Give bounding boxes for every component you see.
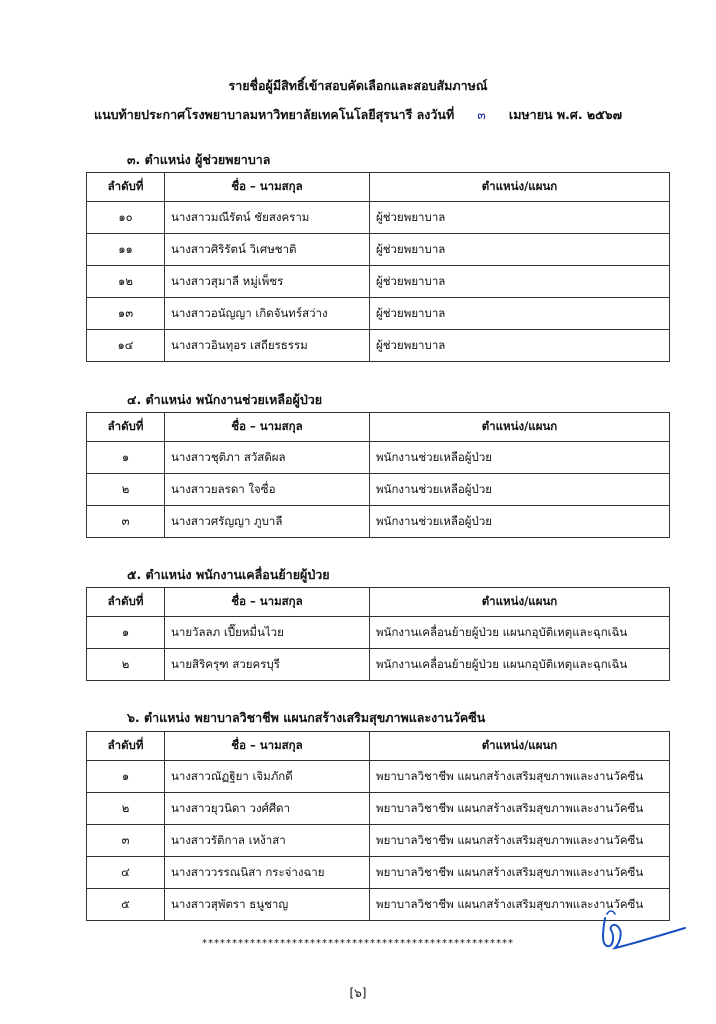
footer-divider: ****************************************************: [202, 938, 514, 949]
row-position: พนักงานช่วยเหลือผู้ป่วย: [370, 442, 670, 474]
section-table-3: [86, 172, 670, 362]
column-header-position: ตำแหน่ง/แผนก: [370, 413, 670, 442]
column-header-order: ลำดับที่: [87, 173, 165, 202]
row-name: นางสาวยลรดา ใจซื่อ: [165, 474, 370, 506]
table-row: [87, 442, 670, 474]
table-header-row: [87, 413, 670, 442]
row-number: ๑๔: [87, 330, 165, 362]
column-header-order: ลำดับที่: [87, 588, 165, 617]
table-row: [87, 617, 670, 649]
row-name: นางสาวรัติกาล เหง้าสา: [165, 825, 370, 857]
table-row: [87, 202, 670, 234]
table-row: [87, 234, 670, 266]
row-name: นายวัลลภ เปี๊ยหมื่นไวย: [165, 617, 370, 649]
row-position: พยาบาลวิชาชีพ แผนกสร้างเสริมสุขภาพและงานวัคซีน: [370, 889, 670, 921]
table-row: [87, 761, 670, 793]
row-name: นายสิริครุฑ สวยครบุรี: [165, 649, 370, 681]
row-position: พนักงานเคลื่อนย้ายผู้ป่วย แผนกอุบัติเหตุและฉุกเฉิน: [370, 649, 670, 681]
column-header-position: ตำแหน่ง/แผนก: [370, 588, 670, 617]
table-row: [87, 825, 670, 857]
document-title: รายชื่อผู้มีสิทธิ์เข้าสอบคัดเลือกและสอบสัมภาษณ์: [228, 78, 488, 93]
subtitle-suffix: เมษายน พ.ศ. ๒๕๖๗: [508, 107, 622, 122]
row-name: นางสาวศิริรัตน์ วิเศษชาติ: [165, 234, 370, 266]
document-subtitle: [0, 105, 716, 125]
row-number: ๑: [87, 761, 165, 793]
table-row: [87, 889, 670, 921]
table-row: [87, 330, 670, 362]
row-position: พนักงานเคลื่อนย้ายผู้ป่วย แผนกอุบัติเหตุและฉุกเฉิน: [370, 617, 670, 649]
table-header-row: [87, 732, 670, 761]
row-position: พนักงานช่วยเหลือผู้ป่วย: [370, 506, 670, 538]
row-number: ๓: [87, 506, 165, 538]
table-row: [87, 474, 670, 506]
row-name: นางสาวยุวนิดา วงศ์ศีดา: [165, 793, 370, 825]
column-header-name: ชื่อ – นามสกุล: [165, 173, 370, 202]
row-number: ๕: [87, 889, 165, 921]
row-name: นางสาวสุมาลี หมู่เพ็ชร: [165, 266, 370, 298]
row-number: ๒: [87, 649, 165, 681]
signature-mark: [585, 900, 695, 960]
row-position: พนักงานช่วยเหลือผู้ป่วย: [370, 474, 670, 506]
row-position: พยาบาลวิชาชีพ แผนกสร้างเสริมสุขภาพและงานวัคซีน: [370, 793, 670, 825]
row-position: พยาบาลวิชาชีพ แผนกสร้างเสริมสุขภาพและงานวัคซีน: [370, 825, 670, 857]
column-header-position: ตำแหน่ง/แผนก: [370, 173, 670, 202]
section-heading-5: ๕. ตำแหน่ง พนักงานเคลื่อนย้ายผู้ป่วย: [127, 567, 330, 582]
column-header-order: ลำดับที่: [87, 413, 165, 442]
row-position: ผู้ช่วยพยาบาล: [370, 266, 670, 298]
row-number: ๒: [87, 474, 165, 506]
table-row: [87, 506, 670, 538]
row-number: ๑๒: [87, 266, 165, 298]
row-name: นางสาวอนัญญา เกิดจันทร์สว่าง: [165, 298, 370, 330]
column-header-name: ชื่อ – นามสกุล: [165, 732, 370, 761]
row-number: ๑: [87, 442, 165, 474]
table-header-row: [87, 588, 670, 617]
table-header-row: [87, 173, 670, 202]
row-position: ผู้ช่วยพยาบาล: [370, 202, 670, 234]
table-row: [87, 266, 670, 298]
subtitle-prefix: แนบท้ายประกาศโรงพยาบาลมหาวิทยาลัยเทคโนโลยีสุรนารี ลงวันที่: [94, 107, 455, 122]
row-name: นางสาวสุพัตรา ธนูชาญ: [165, 889, 370, 921]
table-row: [87, 649, 670, 681]
row-position: ผู้ช่วยพยาบาล: [370, 234, 670, 266]
row-name: นางสาวมณีรัตน์ ชัยสงคราม: [165, 202, 370, 234]
row-number: ๔: [87, 857, 165, 889]
section-heading-3: ๓. ตำแหน่ง ผู้ช่วยพยาบาล: [127, 152, 271, 167]
row-name: นางสาววรรณนิสา กระจ่างฉาย: [165, 857, 370, 889]
column-header-position: ตำแหน่ง/แผนก: [370, 732, 670, 761]
table-row: [87, 298, 670, 330]
row-position: ผู้ช่วยพยาบาล: [370, 330, 670, 362]
row-position: ผู้ช่วยพยาบาล: [370, 298, 670, 330]
column-header-order: ลำดับที่: [87, 732, 165, 761]
section-table-6: [86, 731, 670, 921]
section-heading-4: ๔. ตำแหน่ง พนักงานช่วยเหลือผู้ป่วย: [127, 392, 323, 407]
table-row: [87, 793, 670, 825]
row-number: ๑๐: [87, 202, 165, 234]
row-name: นางสาวณัฏฐิยา เจิมภักดี: [165, 761, 370, 793]
row-position: พยาบาลวิชาชีพ แผนกสร้างเสริมสุขภาพและงานวัคซีน: [370, 761, 670, 793]
row-number: ๑๑: [87, 234, 165, 266]
row-number: ๑๓: [87, 298, 165, 330]
row-number: ๑: [87, 617, 165, 649]
section-heading-6: ๖. ตำแหน่ง พยาบาลวิชาชีพ แผนกสร้างเสริมสุขภาพและงานวัคซีน: [127, 710, 486, 725]
subtitle-day: ๓: [477, 107, 486, 122]
row-name: นางสาวชุติภา สวัสดิผล: [165, 442, 370, 474]
section-table-4: [86, 412, 670, 538]
page-number: [๖]: [349, 986, 367, 1000]
column-header-name: ชื่อ – นามสกุล: [165, 588, 370, 617]
column-header-name: ชื่อ – นามสกุล: [165, 413, 370, 442]
row-number: ๒: [87, 793, 165, 825]
row-name: นางสาวศรัญญา ภูบาลี: [165, 506, 370, 538]
row-name: นางสาวอินทุอร เสถียรธรรม: [165, 330, 370, 362]
row-number: ๓: [87, 825, 165, 857]
row-position: พยาบาลวิชาชีพ แผนกสร้างเสริมสุขภาพและงานวัคซีน: [370, 857, 670, 889]
section-table-5: [86, 587, 670, 681]
table-row: [87, 857, 670, 889]
